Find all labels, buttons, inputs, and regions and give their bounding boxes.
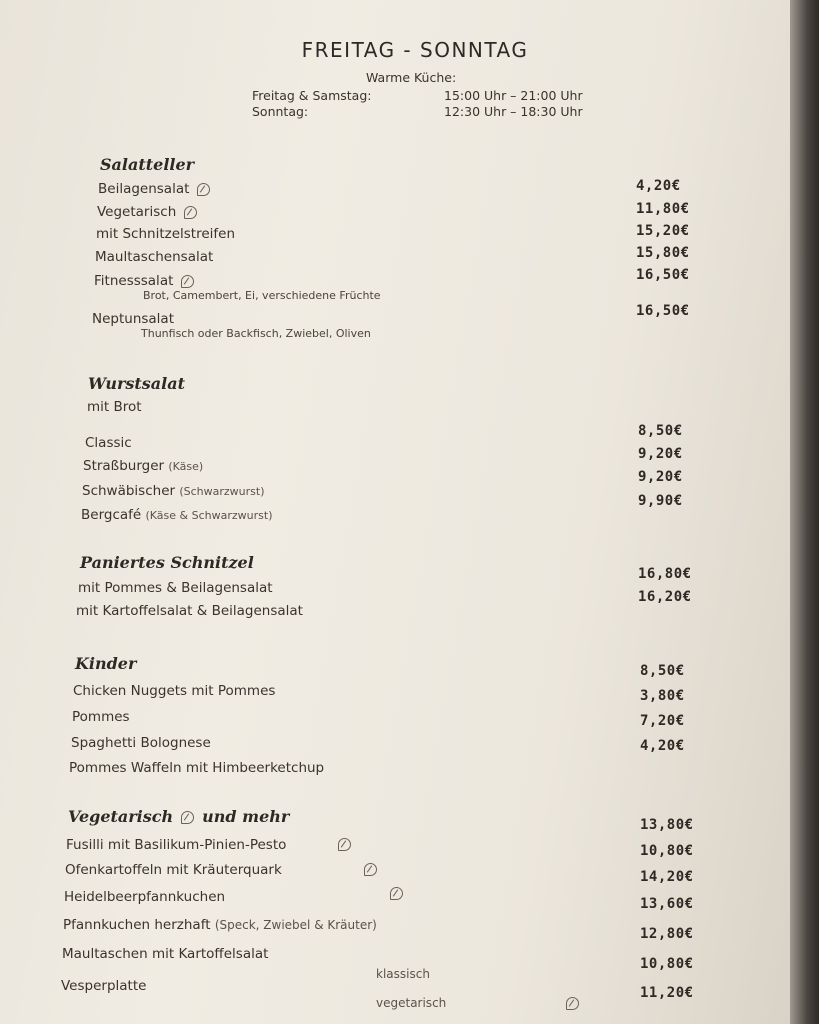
item-price: 13,60€ bbox=[640, 896, 694, 912]
page-edge bbox=[790, 0, 819, 1024]
item-name: Pfannkuchen herzhaft bbox=[63, 917, 211, 933]
hours-time: 15:00 Uhr – 21:00 Uhr bbox=[444, 88, 583, 103]
menu-item: mit Schnitzelstreifen bbox=[96, 226, 236, 242]
item-name: Beilagensalat bbox=[98, 181, 190, 197]
item-price: 10,80€ bbox=[640, 956, 694, 972]
item-price: 8,50€ bbox=[638, 423, 683, 439]
item-price: 8,50€ bbox=[640, 663, 685, 679]
kitchen-label: Warme Küche: bbox=[366, 70, 457, 85]
menu-item bbox=[81, 507, 272, 523]
menu-item: Spaghetti Bolognese bbox=[71, 735, 211, 751]
item-price: 4,20€ bbox=[640, 738, 685, 754]
vegetarian-icon bbox=[197, 183, 210, 196]
section-title-kinder: Kinder bbox=[75, 654, 137, 673]
item-name: Bergcafé bbox=[81, 507, 142, 523]
item-price: 16,50€ bbox=[636, 267, 690, 283]
item-price: 12,80€ bbox=[640, 926, 694, 942]
menu-item: Fusilli mit Basilikum-Pinien-Pesto bbox=[66, 837, 287, 853]
item-name: Vegetarisch bbox=[97, 204, 177, 220]
vegetarian-icon bbox=[181, 811, 194, 824]
item-name: Fitnesssalat bbox=[94, 273, 174, 289]
menu-item: Chicken Nuggets mit Pommes bbox=[73, 683, 276, 699]
menu-item: Maultaschensalat bbox=[95, 249, 214, 265]
section-title-salatteller: Salatteller bbox=[100, 155, 195, 174]
page-title: FREITAG - SONNTAG bbox=[301, 38, 529, 62]
item-price: 13,80€ bbox=[640, 817, 694, 833]
item-description: Thunfisch oder Backfisch, Zwiebel, Oliven bbox=[141, 327, 371, 340]
item-variant: vegetarisch bbox=[376, 996, 447, 1010]
section-title-suffix: und mehr bbox=[202, 807, 290, 826]
item-price: 10,80€ bbox=[640, 843, 694, 859]
item-price: 15,80€ bbox=[636, 245, 690, 261]
item-price: 16,20€ bbox=[638, 589, 692, 605]
item-price: 4,20€ bbox=[636, 178, 681, 194]
menu-item bbox=[94, 273, 194, 289]
section-subtitle: mit Brot bbox=[87, 399, 142, 415]
item-price: 15,20€ bbox=[636, 223, 690, 239]
hours-time: 12:30 Uhr – 18:30 Uhr bbox=[444, 104, 583, 119]
item-price: 7,20€ bbox=[640, 713, 685, 729]
menu-item: Heidelbeerpfannkuchen bbox=[64, 889, 226, 905]
item-name: Straßburger bbox=[83, 458, 165, 474]
menu-item: Neptunsalat bbox=[92, 311, 175, 327]
menu-item bbox=[63, 917, 377, 933]
item-note: (Käse & Schwarzwurst) bbox=[145, 509, 273, 522]
section-title-wurstsalat: Wurstsalat bbox=[88, 374, 185, 393]
item-variant: klassisch bbox=[376, 967, 430, 981]
item-price: 14,20€ bbox=[640, 869, 694, 885]
menu-item: Maultaschen mit Kartoffelsalat bbox=[62, 946, 269, 962]
item-note: (Schwarzwurst) bbox=[179, 485, 265, 498]
item-price: 9,90€ bbox=[638, 493, 683, 509]
menu-item: Ofenkartoffeln mit Kräuterquark bbox=[65, 862, 282, 878]
hours-days: Sonntag: bbox=[252, 104, 309, 119]
hours-days: Freitag & Samstag: bbox=[252, 88, 372, 103]
item-price: 11,20€ bbox=[640, 985, 694, 1001]
menu-item: Pommes Waffeln mit Himbeerketchup bbox=[69, 760, 325, 776]
item-price: 3,80€ bbox=[640, 688, 685, 704]
vegetarian-icon bbox=[364, 863, 377, 876]
menu-item: Vesperplatte bbox=[61, 978, 147, 994]
menu-item: Classic bbox=[85, 435, 132, 451]
item-note: (Käse) bbox=[168, 460, 204, 473]
item-description: Brot, Camembert, Ei, verschiedene Früchte bbox=[143, 289, 381, 302]
item-price: 16,50€ bbox=[636, 303, 690, 319]
item-price: 16,80€ bbox=[638, 566, 692, 582]
menu-item: Pommes bbox=[72, 709, 130, 725]
vegetarian-icon bbox=[338, 838, 351, 851]
menu-item: mit Pommes & Beilagensalat bbox=[78, 580, 273, 596]
vegetarian-icon bbox=[184, 206, 197, 219]
menu-item bbox=[98, 181, 210, 197]
item-price: 9,20€ bbox=[638, 469, 683, 485]
item-price: 11,80€ bbox=[636, 201, 690, 217]
menu-item bbox=[97, 204, 197, 220]
section-title-text: Vegetarisch bbox=[68, 807, 174, 826]
menu-item bbox=[82, 483, 265, 499]
item-note: (Speck, Zwiebel & Kräuter) bbox=[214, 918, 377, 932]
item-name: Schwäbischer bbox=[82, 483, 176, 499]
section-title-vegetarisch bbox=[68, 807, 289, 826]
section-title-schnitzel: Paniertes Schnitzel bbox=[80, 553, 254, 572]
item-price: 9,20€ bbox=[638, 446, 683, 462]
menu-item: mit Kartoffelsalat & Beilagensalat bbox=[76, 603, 303, 619]
menu-item bbox=[83, 458, 203, 474]
vegetarian-icon bbox=[181, 275, 194, 288]
